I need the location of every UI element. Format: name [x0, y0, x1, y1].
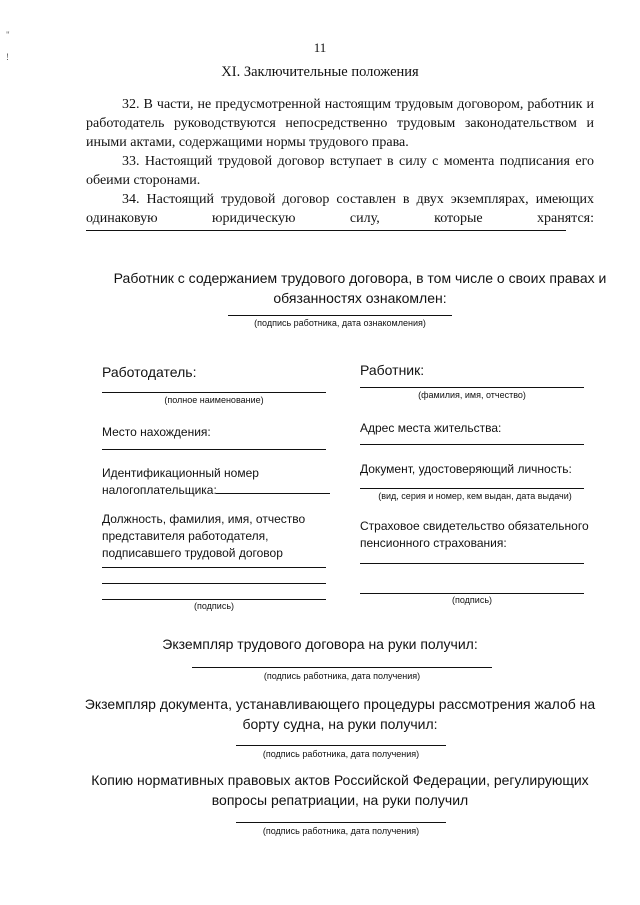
employer-representative-line-1[interactable]: [102, 567, 326, 568]
receipt-contract-text: Экземпляр трудового договора на руки получил:: [162, 636, 478, 652]
employee-address-label: Адрес места жительства:: [360, 421, 502, 435]
paragraph-33: 33. Настоящий трудовой договор вступает в силу с момента подписания его обеими сторонами.: [86, 154, 594, 188]
receipt-repatriation-signature-line[interactable]: [236, 822, 446, 823]
employee-address-line[interactable]: [360, 444, 584, 445]
employee-signature-line[interactable]: [360, 593, 584, 594]
storage-fill-line[interactable]: [86, 230, 566, 231]
receipt-repatriation-caption: (подпись работника, дата получения): [262, 826, 420, 836]
employer-name-caption: (полное наименование): [164, 395, 264, 405]
employer-tin-label-1: Идентификационный номер: [102, 466, 259, 480]
employer-name-line[interactable]: [102, 392, 326, 393]
employer-tin-line[interactable]: [216, 493, 330, 494]
margin-mark: !: [6, 52, 9, 62]
employer-location-label: Место нахождения:: [102, 425, 211, 439]
paragraph-34: 34. Настоящий трудовой договор составлен в двух экземплярах, имеющих одинаковую юридическую силу, которые хранятся:: [86, 192, 594, 226]
receipt-complaints-text: Экземпляр документа, устанавливающего процедуры рассмотрения жалоб на борту судна, на руки получил:: [84, 696, 596, 732]
receipt-complaints-caption: (подпись работника, дата получения): [262, 749, 420, 759]
employer-location-line[interactable]: [102, 449, 326, 450]
employee-id-doc-label: Документ, удостоверяющий личность:: [360, 462, 572, 476]
employee-insurance-line[interactable]: [360, 563, 584, 564]
employer-representative-label: Должность, фамилия, имя, отчество представителя работодателя, подписавшего трудовой договор: [102, 512, 306, 560]
employee-id-doc-caption: (вид, серия и номер, кем выдан, дата выдачи): [378, 491, 572, 501]
page-number: 11: [313, 40, 327, 55]
employer-signature-caption: (подпись): [193, 601, 235, 611]
employer-representative-line-2[interactable]: [102, 583, 326, 584]
employee-name-caption: (фамилия, имя, отчество): [418, 390, 526, 400]
employee-signature-caption: (подпись): [451, 595, 493, 605]
receipt-complaints-signature-line[interactable]: [236, 745, 446, 746]
employee-insurance-label: Страховое свидетельство обязательного пенсионного страхования:: [360, 519, 589, 550]
acknowledgement-text: Работник с содержанием трудового договора, в том числе о своих правах и обязанностях ознакомлен:: [113, 270, 607, 306]
acknowledgement-signature-line[interactable]: [228, 315, 452, 316]
section-title: XI. Заключительные положения: [221, 64, 419, 80]
receipt-repatriation-text: Копию нормативных правовых актов Российской Федерации, регулирующих вопросы репатриации, на руки получил: [91, 772, 589, 808]
employee-id-doc-line[interactable]: [360, 488, 584, 489]
receipt-contract-caption: (подпись работника, дата получения): [263, 671, 421, 681]
paragraph-32: 32. В части, не предусмотренной настоящим трудовым договором, работник и работодатель руководствуются непосредственно трудовым законодательством и иными актами, содержащими нормы трудового права.: [86, 97, 594, 150]
employer-tin-label-2: налогоплательщика:: [102, 483, 217, 497]
employer-title: Работодатель:: [102, 364, 197, 380]
acknowledgement-caption: (подпись работника, дата ознакомления): [254, 318, 426, 328]
employer-signature-line[interactable]: [102, 599, 326, 600]
employee-name-line[interactable]: [360, 387, 584, 388]
employee-title: Работник:: [360, 362, 425, 378]
margin-mark: ": [6, 30, 10, 40]
receipt-contract-signature-line[interactable]: [192, 667, 492, 668]
